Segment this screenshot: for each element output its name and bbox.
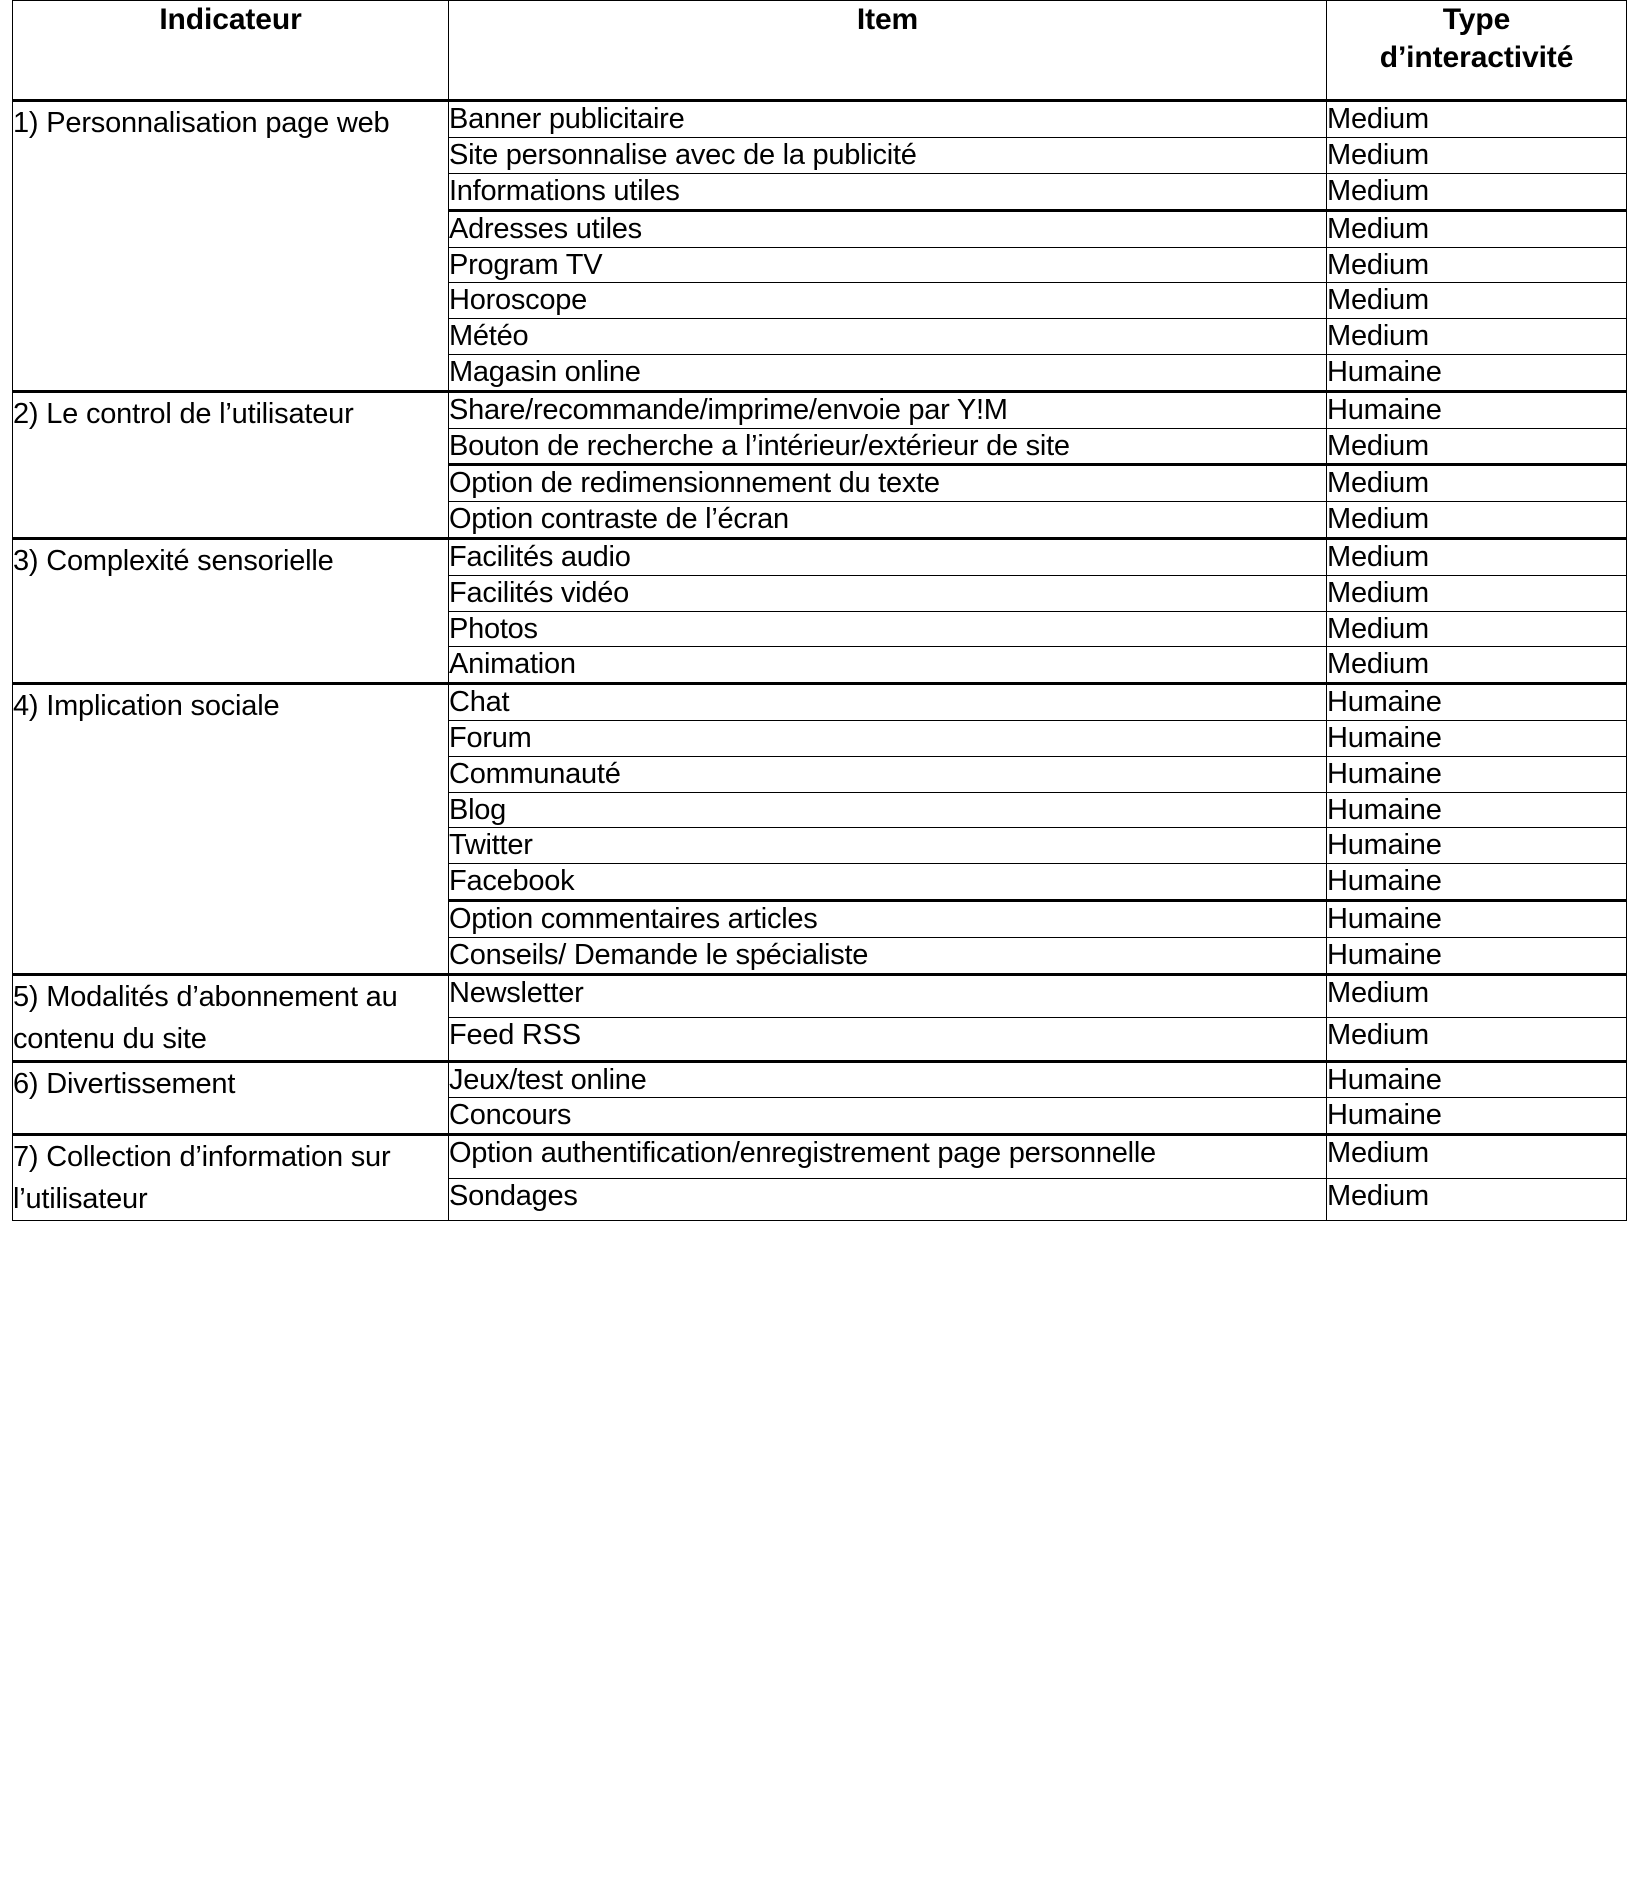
item-cell: Feed RSS xyxy=(449,1018,1327,1062)
interactivity-type-cell: Humaine xyxy=(1327,900,1627,937)
item-cell: Option de redimensionnement du texte xyxy=(449,465,1327,502)
column-header-type-interactivite xyxy=(1327,1,1627,101)
interactivity-type-cell: Medium xyxy=(1327,319,1627,355)
interactivity-type-cell: Humaine xyxy=(1327,792,1627,828)
item-cell: Communauté xyxy=(449,756,1327,792)
table-header xyxy=(13,1,1627,101)
table-body xyxy=(13,101,1627,1221)
interactivity-type-cell: Humaine xyxy=(1327,756,1627,792)
item-cell: Magasin online xyxy=(449,354,1327,391)
table-row xyxy=(13,391,1627,428)
table-row xyxy=(13,538,1627,575)
interactivity-type-cell: Medium xyxy=(1327,138,1627,174)
column-header-item: Item xyxy=(449,1,1327,101)
interactivity-type-cell: Medium xyxy=(1327,428,1627,465)
item-cell: Conseils/ Demande le spécialiste xyxy=(449,937,1327,974)
interactivity-type-cell: Medium xyxy=(1327,1018,1627,1062)
indicator-group-cell: 2) Le control de l’utilisateur xyxy=(13,391,449,538)
interactivity-type-cell: Medium xyxy=(1327,101,1627,138)
indicator-group-cell: 7) Collection d’information sur l’utilisateur xyxy=(13,1135,449,1221)
item-cell: Sondages xyxy=(449,1178,1327,1220)
interactivity-type-cell: Medium xyxy=(1327,611,1627,647)
interactivity-type-cell: Humaine xyxy=(1327,937,1627,974)
item-cell: Adresses utiles xyxy=(449,210,1327,247)
interactivity-type-cell: Medium xyxy=(1327,538,1627,575)
item-cell: Facebook xyxy=(449,864,1327,901)
item-cell: Option contraste de l’écran xyxy=(449,502,1327,539)
interactivity-type-cell: Medium xyxy=(1327,974,1627,1018)
item-cell: Option authentification/enregistrement page personnelle xyxy=(449,1135,1327,1179)
interactivity-type-cell: Medium xyxy=(1327,247,1627,283)
interactivity-type-cell: Humaine xyxy=(1327,684,1627,721)
column-header-indicateur: Indicateur xyxy=(13,1,449,101)
interactivity-type-cell: Medium xyxy=(1327,283,1627,319)
indicator-group-cell: 3) Complexité sensorielle xyxy=(13,538,449,683)
interactivity-type-cell: Medium xyxy=(1327,173,1627,210)
item-cell: Horoscope xyxy=(449,283,1327,319)
interactivity-type-cell: Humaine xyxy=(1327,720,1627,756)
item-cell: Informations utiles xyxy=(449,173,1327,210)
interactivity-type-cell: Medium xyxy=(1327,465,1627,502)
item-cell: Newsletter xyxy=(449,974,1327,1018)
indicator-group-cell: 4) Implication sociale xyxy=(13,684,449,974)
interactivity-type-cell: Medium xyxy=(1327,210,1627,247)
table-row xyxy=(13,684,1627,721)
interactivity-type-cell: Medium xyxy=(1327,647,1627,684)
item-cell: Banner publicitaire xyxy=(449,101,1327,138)
item-cell: Chat xyxy=(449,684,1327,721)
interactivity-type-cell: Medium xyxy=(1327,1178,1627,1220)
table-row xyxy=(13,1135,1627,1179)
item-cell: Option commentaires articles xyxy=(449,900,1327,937)
item-cell: Twitter xyxy=(449,828,1327,864)
column-header-type-line2: d’interactivité xyxy=(1379,41,1574,75)
table-row xyxy=(13,1061,1627,1098)
item-cell: Forum xyxy=(449,720,1327,756)
interactivity-type-cell: Humaine xyxy=(1327,1061,1627,1098)
table-row xyxy=(13,101,1627,138)
item-cell: Facilités audio xyxy=(449,538,1327,575)
interactivity-type-cell: Humaine xyxy=(1327,391,1627,428)
item-cell: Share/recommande/imprime/envoie par Y!M xyxy=(449,391,1327,428)
interactivity-type-cell: Humaine xyxy=(1327,1098,1627,1135)
interactivity-type-cell: Humaine xyxy=(1327,354,1627,391)
item-cell: Blog xyxy=(449,792,1327,828)
item-cell: Facilités vidéo xyxy=(449,575,1327,611)
column-header-type-line1: Type xyxy=(1442,3,1511,36)
item-cell: Concours xyxy=(449,1098,1327,1135)
item-cell: Site personnalise avec de la publicité xyxy=(449,138,1327,174)
interactivity-type-cell: Medium xyxy=(1327,502,1627,539)
interactivity-indicators-table xyxy=(12,0,1627,1221)
interactivity-type-cell: Humaine xyxy=(1327,828,1627,864)
item-cell: Bouton de recherche a l’intérieur/extérieur de site xyxy=(449,428,1327,465)
interactivity-type-cell: Humaine xyxy=(1327,864,1627,901)
indicator-group-cell: 1) Personnalisation page web xyxy=(13,101,449,391)
item-cell: Météo xyxy=(449,319,1327,355)
table-header-row xyxy=(13,1,1627,101)
item-cell: Photos xyxy=(449,611,1327,647)
indicator-group-cell: 6) Divertissement xyxy=(13,1061,449,1135)
indicator-group-cell: 5) Modalités d’abonnement au contenu du site xyxy=(13,974,449,1061)
table-row xyxy=(13,974,1627,1018)
item-cell: Animation xyxy=(449,647,1327,684)
interactivity-type-cell: Medium xyxy=(1327,1135,1627,1179)
item-cell: Program TV xyxy=(449,247,1327,283)
interactivity-type-cell: Medium xyxy=(1327,575,1627,611)
item-cell: Jeux/test online xyxy=(449,1061,1327,1098)
